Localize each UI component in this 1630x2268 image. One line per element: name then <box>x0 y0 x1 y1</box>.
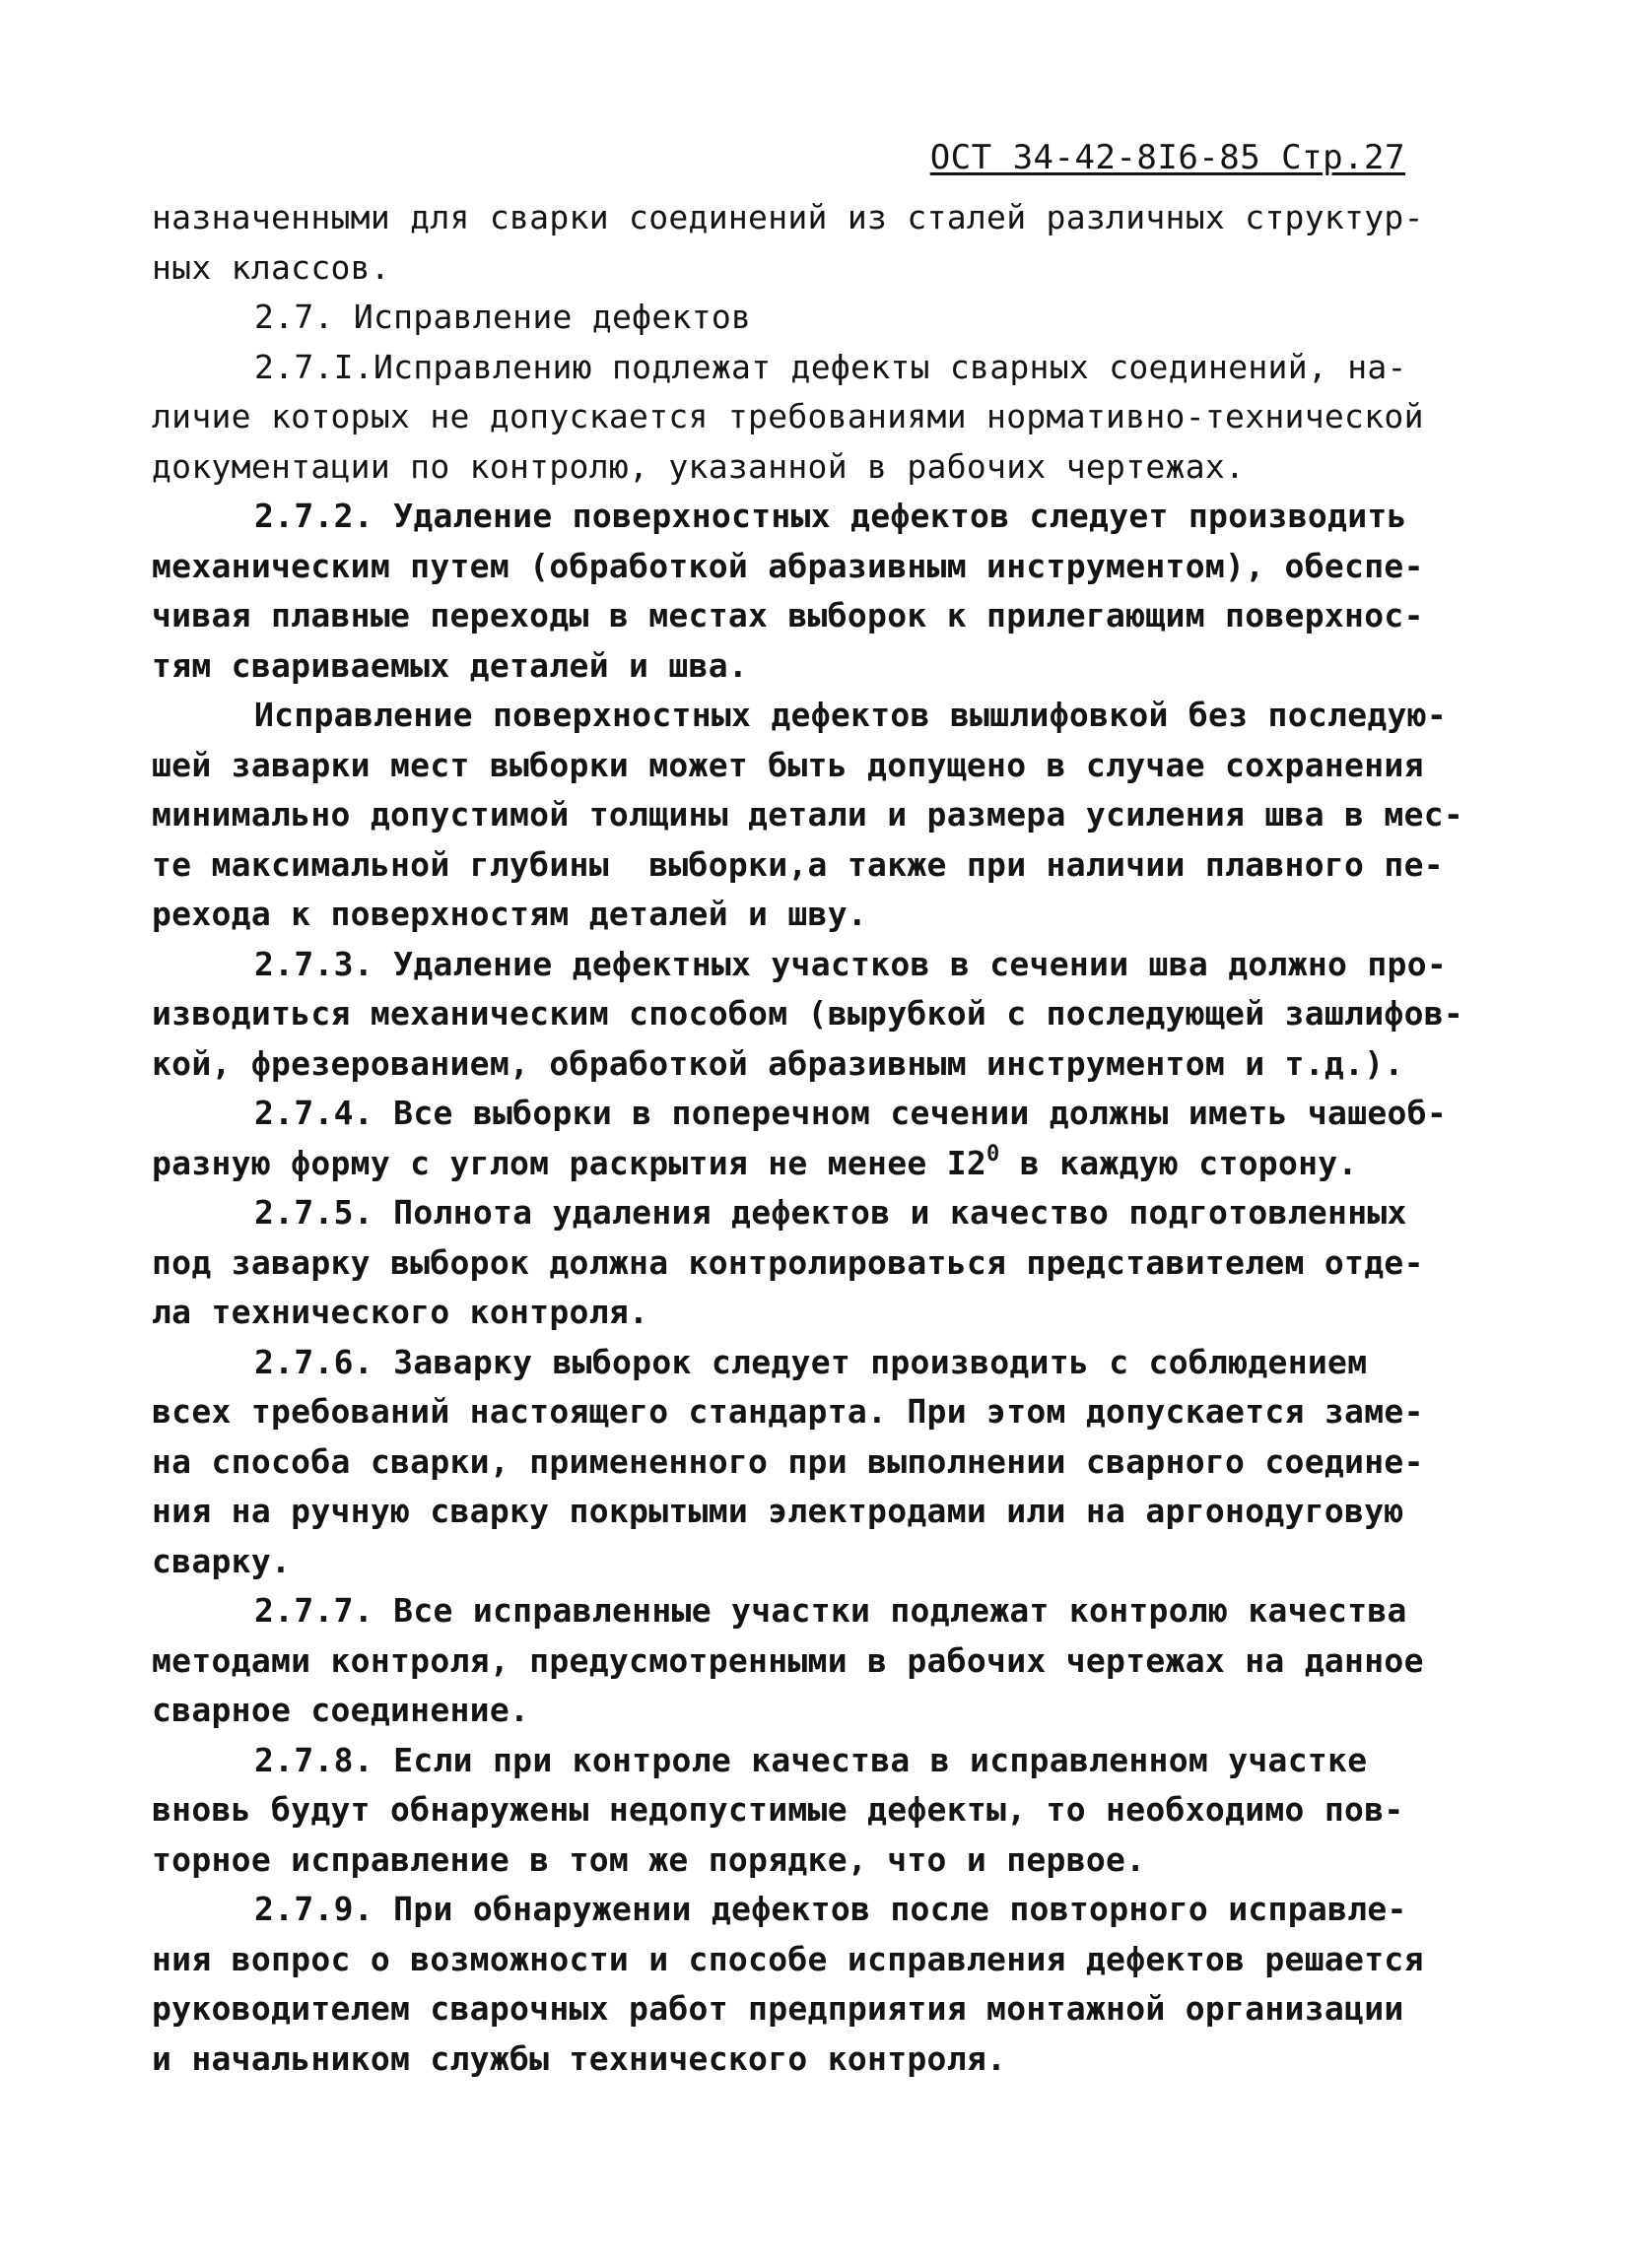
line-text: 2.7.I.Исправлению подлежат дефекты сварных соединений, на- <box>254 347 1407 386</box>
line-text: те максимальной глубины выборки,а также при наличии плавного пе- <box>152 844 1444 884</box>
text-line <box>152 1586 1462 1636</box>
line-text: ных классов. <box>152 247 391 287</box>
text-line <box>152 1487 1462 1537</box>
line-text: 2.7.4. Все выборки в поперечном сечении должны иметь чашеоб- <box>254 1094 1448 1132</box>
text-line <box>152 940 1462 990</box>
line-text: руководителем сварочных работ предприятия монтажной организации <box>152 1989 1404 2028</box>
text-line <box>152 1039 1462 1090</box>
text-line <box>152 1984 1462 2035</box>
text-line <box>152 442 1462 493</box>
line-text: кой, фрезерованием, обработкой абразивным инструментом и т.д.). <box>152 1043 1404 1083</box>
line-text: изводиться механическим способом (вырубкой с последующей зашлифов- <box>152 994 1464 1033</box>
page-header: ОСТ 34-42-8I6-85 Стр.27 <box>929 138 1405 177</box>
line-text: под заварку выборок должна контролироваться представителем отде- <box>152 1242 1424 1282</box>
line-text: сварку. <box>152 1541 292 1580</box>
text-line <box>152 691 1462 741</box>
text-line <box>152 1935 1462 1985</box>
text-line <box>152 1238 1462 1289</box>
line-text: сварное соединение. <box>152 1691 530 1729</box>
text-line <box>152 1437 1462 1488</box>
line-text: назначенными для сварки соединений из сталей различных структур- <box>152 198 1424 236</box>
line-text: чивая плавные переходы в местах выборок к прилегающим поверхнос- <box>152 596 1424 634</box>
text-line <box>152 1139 1462 1189</box>
line-text: тям свариваемых деталей и шва. <box>152 645 749 685</box>
text-line <box>152 890 1462 940</box>
text-line <box>152 641 1462 692</box>
text-line <box>152 343 1462 393</box>
line-text: всех требований настоящего стандарта. При этом допускается заме- <box>152 1392 1424 1431</box>
line-text: торное исправление в том же порядке, что и первое. <box>152 1839 1146 1879</box>
text-line <box>152 243 1462 294</box>
line-text: ния вопрос о возможности и способе исправления дефектов решается <box>152 1939 1424 1978</box>
text-line <box>152 1885 1462 1935</box>
text-line <box>152 2035 1462 2085</box>
text-line <box>152 492 1462 542</box>
line-text: и начальником службы технического контроля. <box>152 2038 1007 2078</box>
document-body <box>152 193 1462 2084</box>
line-text: шей заварки мест выборки может быть допущено в случае сохранения <box>152 745 1424 784</box>
line-text: 2.7.6. Заварку выборок следует производить с соблюдением <box>254 1342 1368 1381</box>
text-line <box>152 1686 1462 1736</box>
line-text: 2.7.5. Полнота удаления дефектов и качество подготовленных <box>254 1193 1407 1232</box>
line-text: вновь будут обнаружены недопустимые дефекты, то необходимо пов- <box>152 1790 1404 1829</box>
line-text: на способа сварки, примененного при выполнении сварного соедине- <box>152 1441 1424 1481</box>
text-line <box>152 741 1462 791</box>
text-line <box>152 542 1462 592</box>
line-text: 2.7.8. Если при контроле качества в исправленном участке <box>254 1740 1368 1779</box>
text-line <box>152 1537 1462 1587</box>
text-line <box>152 1835 1462 1886</box>
text-line <box>152 591 1462 641</box>
text-line <box>152 392 1462 442</box>
line-text: Исправление поверхностных дефектов вышлифовкой без последую- <box>254 696 1448 734</box>
text-line <box>152 989 1462 1039</box>
text-line <box>152 1188 1462 1238</box>
line-text: механическим путем (обработкой абразивным инструментом), обеспе- <box>152 546 1424 585</box>
text-line <box>152 1288 1462 1338</box>
line-text: 2.7.2. Удаление поверхностных дефектов следует производить <box>254 497 1407 535</box>
text-line <box>152 790 1462 840</box>
line-text: ния на ручную сварку покрытыми электродами или на аргонодуговую <box>152 1492 1404 1530</box>
line-text-tail: в каждую сторону. <box>999 1143 1358 1182</box>
line-text: личие которых не допускается требованиями нормативно-технической <box>152 397 1424 435</box>
line-text: 2.7. Исправление дефектов <box>254 298 752 336</box>
line-text: ла технического контроля. <box>152 1293 649 1331</box>
line-text: 2.7.9. При обнаружении дефектов после повторного исправле- <box>254 1890 1407 1928</box>
line-text: 2.7.7. Все исправленные участки подлежат контролю качества <box>254 1591 1407 1630</box>
line-text: минимально допустимой толщины детали и размера усиления шва в мес- <box>152 795 1464 834</box>
text-line <box>152 1636 1462 1687</box>
superscript-degree: 0 <box>986 1141 1000 1167</box>
line-text: 2.7.3. Удаление дефектных участков в сечении шва должно про- <box>254 944 1448 983</box>
text-line <box>152 840 1462 891</box>
text-line <box>152 1387 1462 1437</box>
line-text: рехода к поверхностям деталей и шву. <box>152 895 868 933</box>
text-line <box>152 1338 1462 1388</box>
text-line <box>152 1736 1462 1786</box>
text-line <box>152 1785 1462 1835</box>
line-text: методами контроля, предусмотренными в рабочих чертежах на данное <box>152 1640 1424 1680</box>
text-line <box>152 193 1462 243</box>
line-text: разную форму с углом раскрытия не менее I2 <box>152 1143 987 1182</box>
line-text: документации по контролю, указанной в рабочих чертежах. <box>152 446 1246 486</box>
text-line <box>152 293 1462 343</box>
text-line <box>152 1089 1462 1139</box>
